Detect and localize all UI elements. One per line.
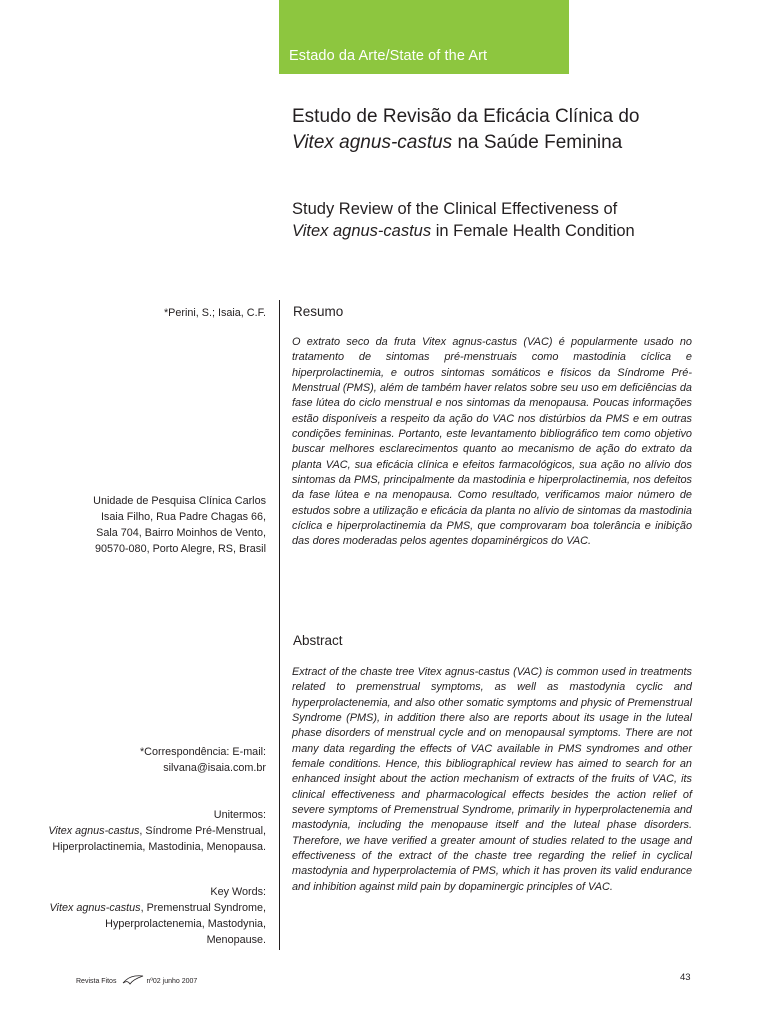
abstract-text: Extract of the chaste tree Vitex agnus-castus (VAC) is common used in treatments related to premenstrual symptoms, as well as mastodynia cyclic and hyperprolactenemia, and also other somatic symptoms and physic of Premenstrual Syndrome (PMS), in addition there also are reports about its usage in the luteal phase disorders of menstrual cycle and on menopausal symptoms. There are not many data regarding the effects of VAC available in PMS syndromes and other female conditions. Hence, this bibliographical review has aimed to search for an enhanced insight about the action mechanism of extracts of the fruits of VAC, its clinical effectiveness and pharmacological effects besides the action relief of severe symptoms of Premenstrual Syndrome, primarily in hyperprolactenemia and mastodynia, including the menopause itself and the luteal phase disorders. Therefore, we have verified a greater amount of studies related to the usage and effectiveness of the extract of the chaste tree regarding the relief in cyclical mastodynia and hyperprolactemia of PMS, which it has proven its valid endurance and inhibition against mild pain by dopaminergic principles of VAC. bbox=[292, 666, 692, 893]
correspondence-email: silvana@isaia.com.br bbox=[163, 762, 266, 774]
keywords bbox=[46, 884, 266, 948]
article-title-pt bbox=[292, 104, 652, 156]
title-pt-species: Vitex agnus-castus bbox=[292, 132, 453, 153]
title-pt-part1: Estudo de Revisão da Eficácia Clínica do bbox=[292, 106, 640, 127]
unitermos bbox=[46, 807, 266, 855]
unitermos-species: Vitex agnus-castus bbox=[48, 825, 140, 837]
affiliation-line: Unidade de Pesquisa Clínica Carlos bbox=[93, 495, 266, 507]
section-label: Estado da Arte/State of the Art bbox=[289, 48, 488, 64]
authors: *Perini, S.; Isaia, C.F. bbox=[163, 307, 266, 319]
unitermos-label: Unitermos: bbox=[213, 809, 266, 821]
keywords-species: Vitex agnus-castus bbox=[49, 902, 141, 914]
keywords-terms: , Premenstrual Syndrome, Hyperprolactenemia, Mastodynia, Menopause. bbox=[105, 902, 266, 946]
affiliation-line: Isaia Filho, Rua Padre Chagas 66, bbox=[100, 511, 266, 523]
correspondence bbox=[66, 744, 266, 776]
affiliation-line: Sala 704, Bairro Moinhos de Vento, bbox=[96, 527, 266, 539]
title-pt-part2: na Saúde Feminina bbox=[452, 132, 623, 153]
article-title-en bbox=[292, 198, 652, 242]
keywords-label: Key Words: bbox=[210, 886, 266, 898]
affiliation-line: 90570-080, Porto Alegre, RS, Brasil bbox=[94, 543, 266, 555]
title-en-species: Vitex agnus-castus bbox=[292, 222, 432, 240]
column-divider bbox=[279, 300, 280, 950]
resumo-text: O extrato seco da fruta Vitex agnus-castus (VAC) é popularmente usado no tratamento de sintomas pré-menstruais como mastodinia cíclica e hiperprolactinemia, e outros sintomas somáticos e físicos da Síndrome Pré-Menstrual (PMS), além de também haver relatos sobre seu uso em deficiências da fase lútea do ciclo menstrual e nos sintomas da menopausa. Poucas informações estão disponíveis a respeito da ação do VAC nos distúrbios da PMS e em outras condições femininas. Portanto, este levantamento bibliográfico tem como objetivo buscar melhores esclarecimentos quanto ao mecanismo de ação do extrato da planta VAC, sua eficácia clínica e efeitos farmacológicos, sua ação no alívio dos sintomas da PMS, principalmente da mastodinia e hiperprolactinemia, nos defeitos da fase lútea e na menopausa. Como resultado, verificamos maior número de estudos sobre a utilização e eficácia da planta no alívio de sintomas da mastodinia cíclica e hiperprolactinemia da PMS, que comprovaram boa tolerância e inibição das dores moderadas pelos agentes dopaminérgicos do VAC. bbox=[292, 336, 692, 548]
correspondence-label: *Correspondência: E-mail: bbox=[139, 746, 266, 758]
unitermos-terms: , Síndrome Pré-Menstrual, Hiperprolactinemia, Mastodinia, Menopausa. bbox=[52, 825, 266, 853]
affiliation bbox=[46, 493, 266, 557]
title-en-part2: in Female Health Condition bbox=[431, 222, 635, 240]
abstract-heading: Abstract bbox=[293, 633, 343, 648]
title-en-part1: Study Review of the Clinical Effectiveness of bbox=[292, 200, 618, 218]
page-number: 43 bbox=[680, 972, 691, 983]
resumo-heading: Resumo bbox=[293, 304, 344, 319]
issue-date: nº02 junho 2007 bbox=[146, 977, 198, 985]
footer bbox=[76, 975, 197, 987]
journal-name: Revista Fitos bbox=[76, 977, 117, 985]
leaf-logo-icon bbox=[122, 975, 144, 987]
section-banner bbox=[279, 0, 569, 74]
